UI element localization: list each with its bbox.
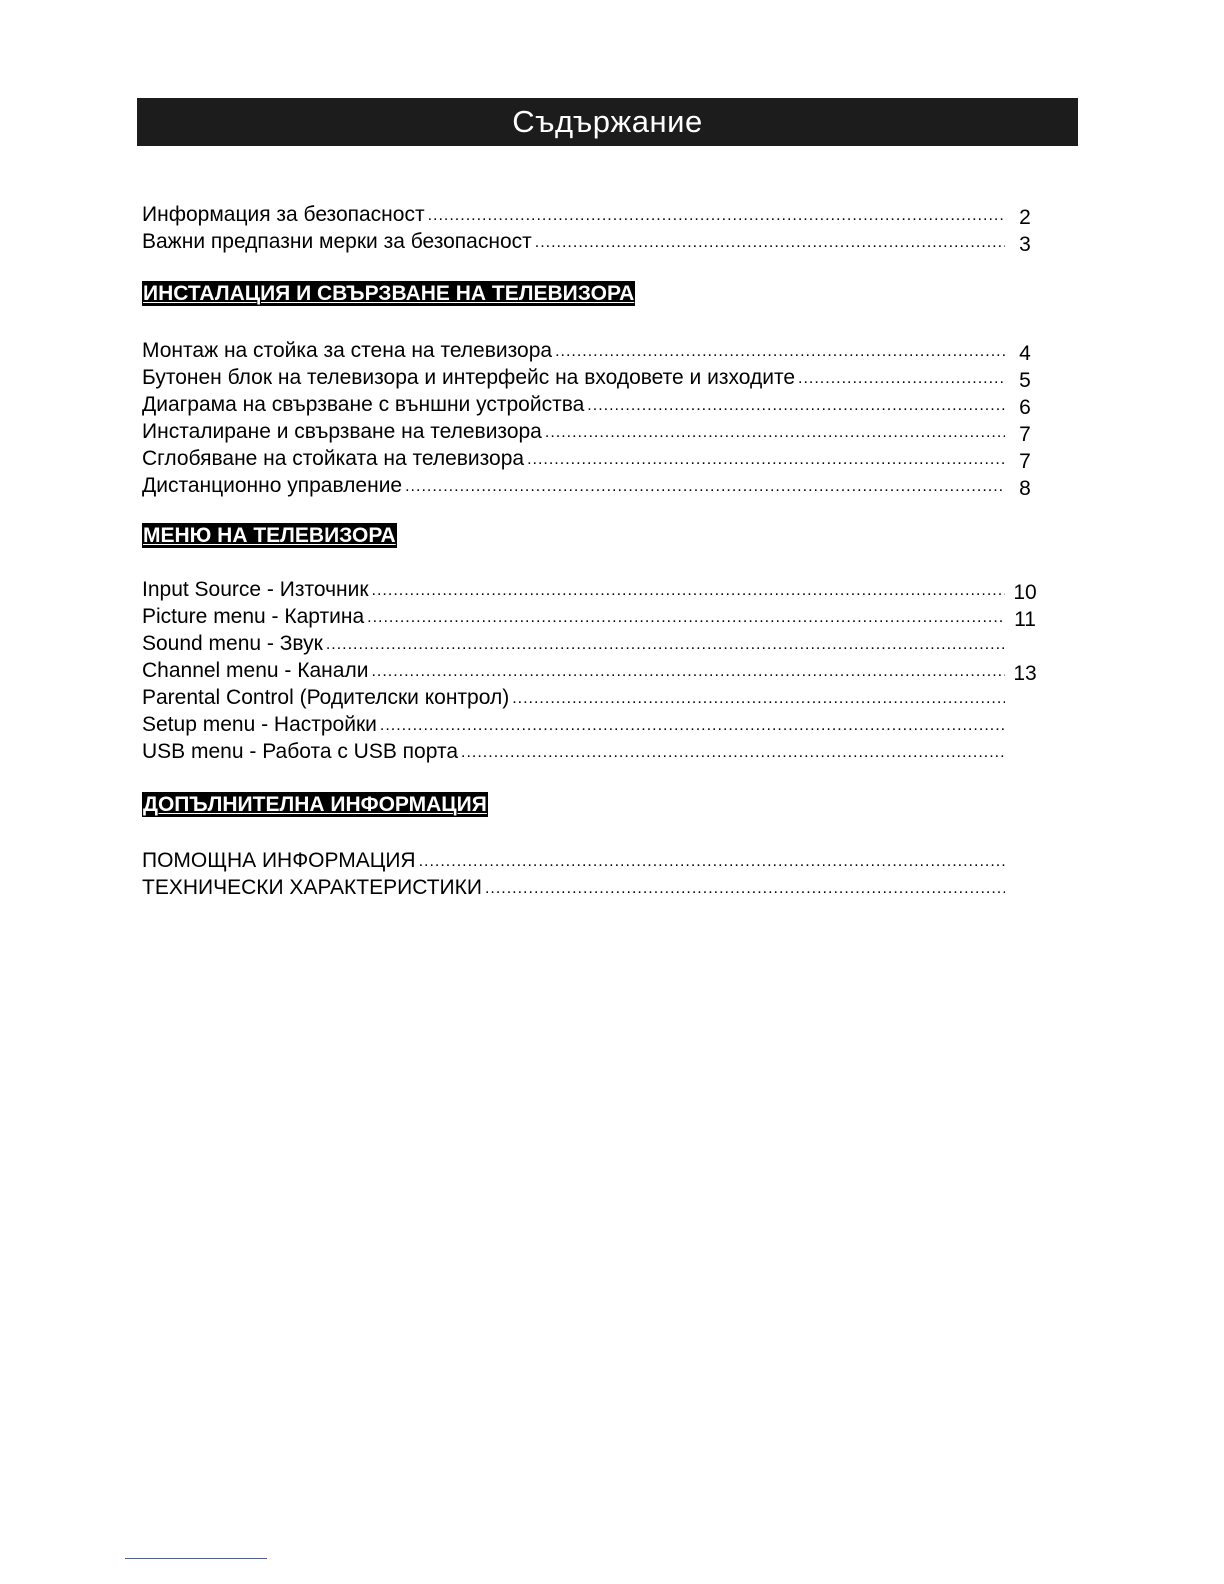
section-heading: ИНСТАЛАЦИЯ И СВЪРЗВАНЕ НА ТЕЛЕВИЗОРА (143, 282, 635, 305)
dot-leader (555, 342, 1005, 362)
dot-leader (372, 581, 1005, 601)
toc-section-additional-info (142, 792, 1042, 817)
toc-entry-page: 2 (1019, 206, 1031, 229)
toc-entry-title: Picture menu - Картина (142, 605, 365, 628)
toc-entry-title: Сглобяване на стойката на телевизора (142, 447, 525, 470)
dot-leader (428, 206, 1005, 226)
page-title: Съдържание (137, 98, 1078, 146)
toc-entry-title: ТЕХНИЧЕСКИ ХАРАКТЕРИСТИКИ (142, 876, 482, 899)
toc-entry-title: Диаграма на свързване с външни устройства (142, 393, 585, 416)
footnote-divider (125, 1558, 267, 1559)
dot-leader (798, 369, 1005, 389)
toc-entry-title: Parental Control (Родителски контрол) (142, 686, 510, 709)
section-heading: ДОПЪЛНИТЕЛНА ИНФОРМАЦИЯ (143, 793, 487, 816)
toc-entry-title: Монтаж на стойка за стена на телевизора (142, 339, 553, 362)
toc-entry-title: USB menu - Работа с USB порта (142, 740, 459, 763)
toc-entry-page: 11 (1014, 608, 1036, 631)
toc-entry[interactable] (142, 390, 1042, 417)
toc-entry-title: Информация за безопасност (142, 203, 425, 226)
dot-leader (485, 879, 1005, 899)
toc-entry[interactable] (142, 710, 1042, 737)
dot-leader (405, 477, 1005, 497)
toc-entry[interactable] (142, 683, 1042, 710)
toc-entry[interactable] (142, 336, 1042, 363)
toc-section-tv-menu (142, 523, 1042, 548)
toc-entry-title: Бутонен блок на телевизора и интерфейс на входовете и изходите (142, 366, 796, 389)
toc-entry-title: Input Source - Източник (142, 578, 369, 601)
dot-leader (419, 852, 1005, 872)
toc-section-tv-menu-entries (142, 575, 1042, 764)
toc-entry-title: Дистанционно управление (142, 474, 403, 497)
dot-leader (527, 450, 1005, 470)
toc-entry[interactable] (142, 629, 1042, 656)
dot-leader (512, 689, 1005, 709)
toc-entry-page: 10 (1013, 581, 1037, 604)
toc-entry[interactable] (142, 363, 1042, 390)
section-heading: МЕНЮ НА ТЕЛЕВИЗОРА (143, 524, 396, 547)
toc-entry[interactable] (142, 200, 1042, 227)
toc-intro (142, 200, 1042, 254)
toc-section-installation (142, 281, 1042, 306)
dot-leader (326, 635, 1005, 655)
toc-section-additional-info-entries (142, 846, 1042, 900)
toc-entry-page: 7 (1019, 423, 1031, 446)
toc-entry[interactable] (142, 873, 1042, 900)
toc-entry[interactable] (142, 656, 1042, 683)
toc-section-installation-entries (142, 336, 1042, 498)
toc-entry-page: 6 (1019, 396, 1031, 419)
toc-entry-page: 8 (1019, 477, 1031, 500)
toc-entry[interactable] (142, 846, 1042, 873)
toc-entry[interactable] (142, 471, 1042, 498)
toc-entry-title: Важни предпазни мерки за безопасност (142, 230, 532, 253)
toc-entry[interactable] (142, 417, 1042, 444)
toc-entry[interactable] (142, 575, 1042, 602)
dot-leader (587, 396, 1005, 416)
toc-entry-title: ПОМОЩНА ИНФОРМАЦИЯ (142, 849, 416, 872)
toc-entry-page: 13 (1013, 662, 1037, 685)
toc-entry-page: 3 (1019, 233, 1031, 256)
toc-entry[interactable] (142, 444, 1042, 471)
toc-entry-title: Setup menu - Настройки (142, 713, 377, 736)
dot-leader (367, 608, 1005, 628)
dot-leader (535, 233, 1005, 253)
dot-leader (545, 423, 1005, 443)
dot-leader (461, 743, 1005, 763)
toc-entry-title: Инсталиране и свързване на телевизора (142, 420, 542, 443)
toc-entry[interactable] (142, 227, 1042, 254)
toc-entry-page: 5 (1019, 369, 1031, 392)
toc-entry[interactable] (142, 602, 1042, 629)
toc-entry-title: Sound menu - Звук (142, 632, 323, 655)
dot-leader (380, 716, 1005, 736)
toc-entry[interactable] (142, 737, 1042, 764)
toc-entry-page: 4 (1019, 342, 1031, 365)
toc-entry-title: Channel menu - Канали (142, 659, 369, 682)
dot-leader (371, 662, 1005, 682)
toc-entry-page: 7 (1019, 450, 1031, 473)
